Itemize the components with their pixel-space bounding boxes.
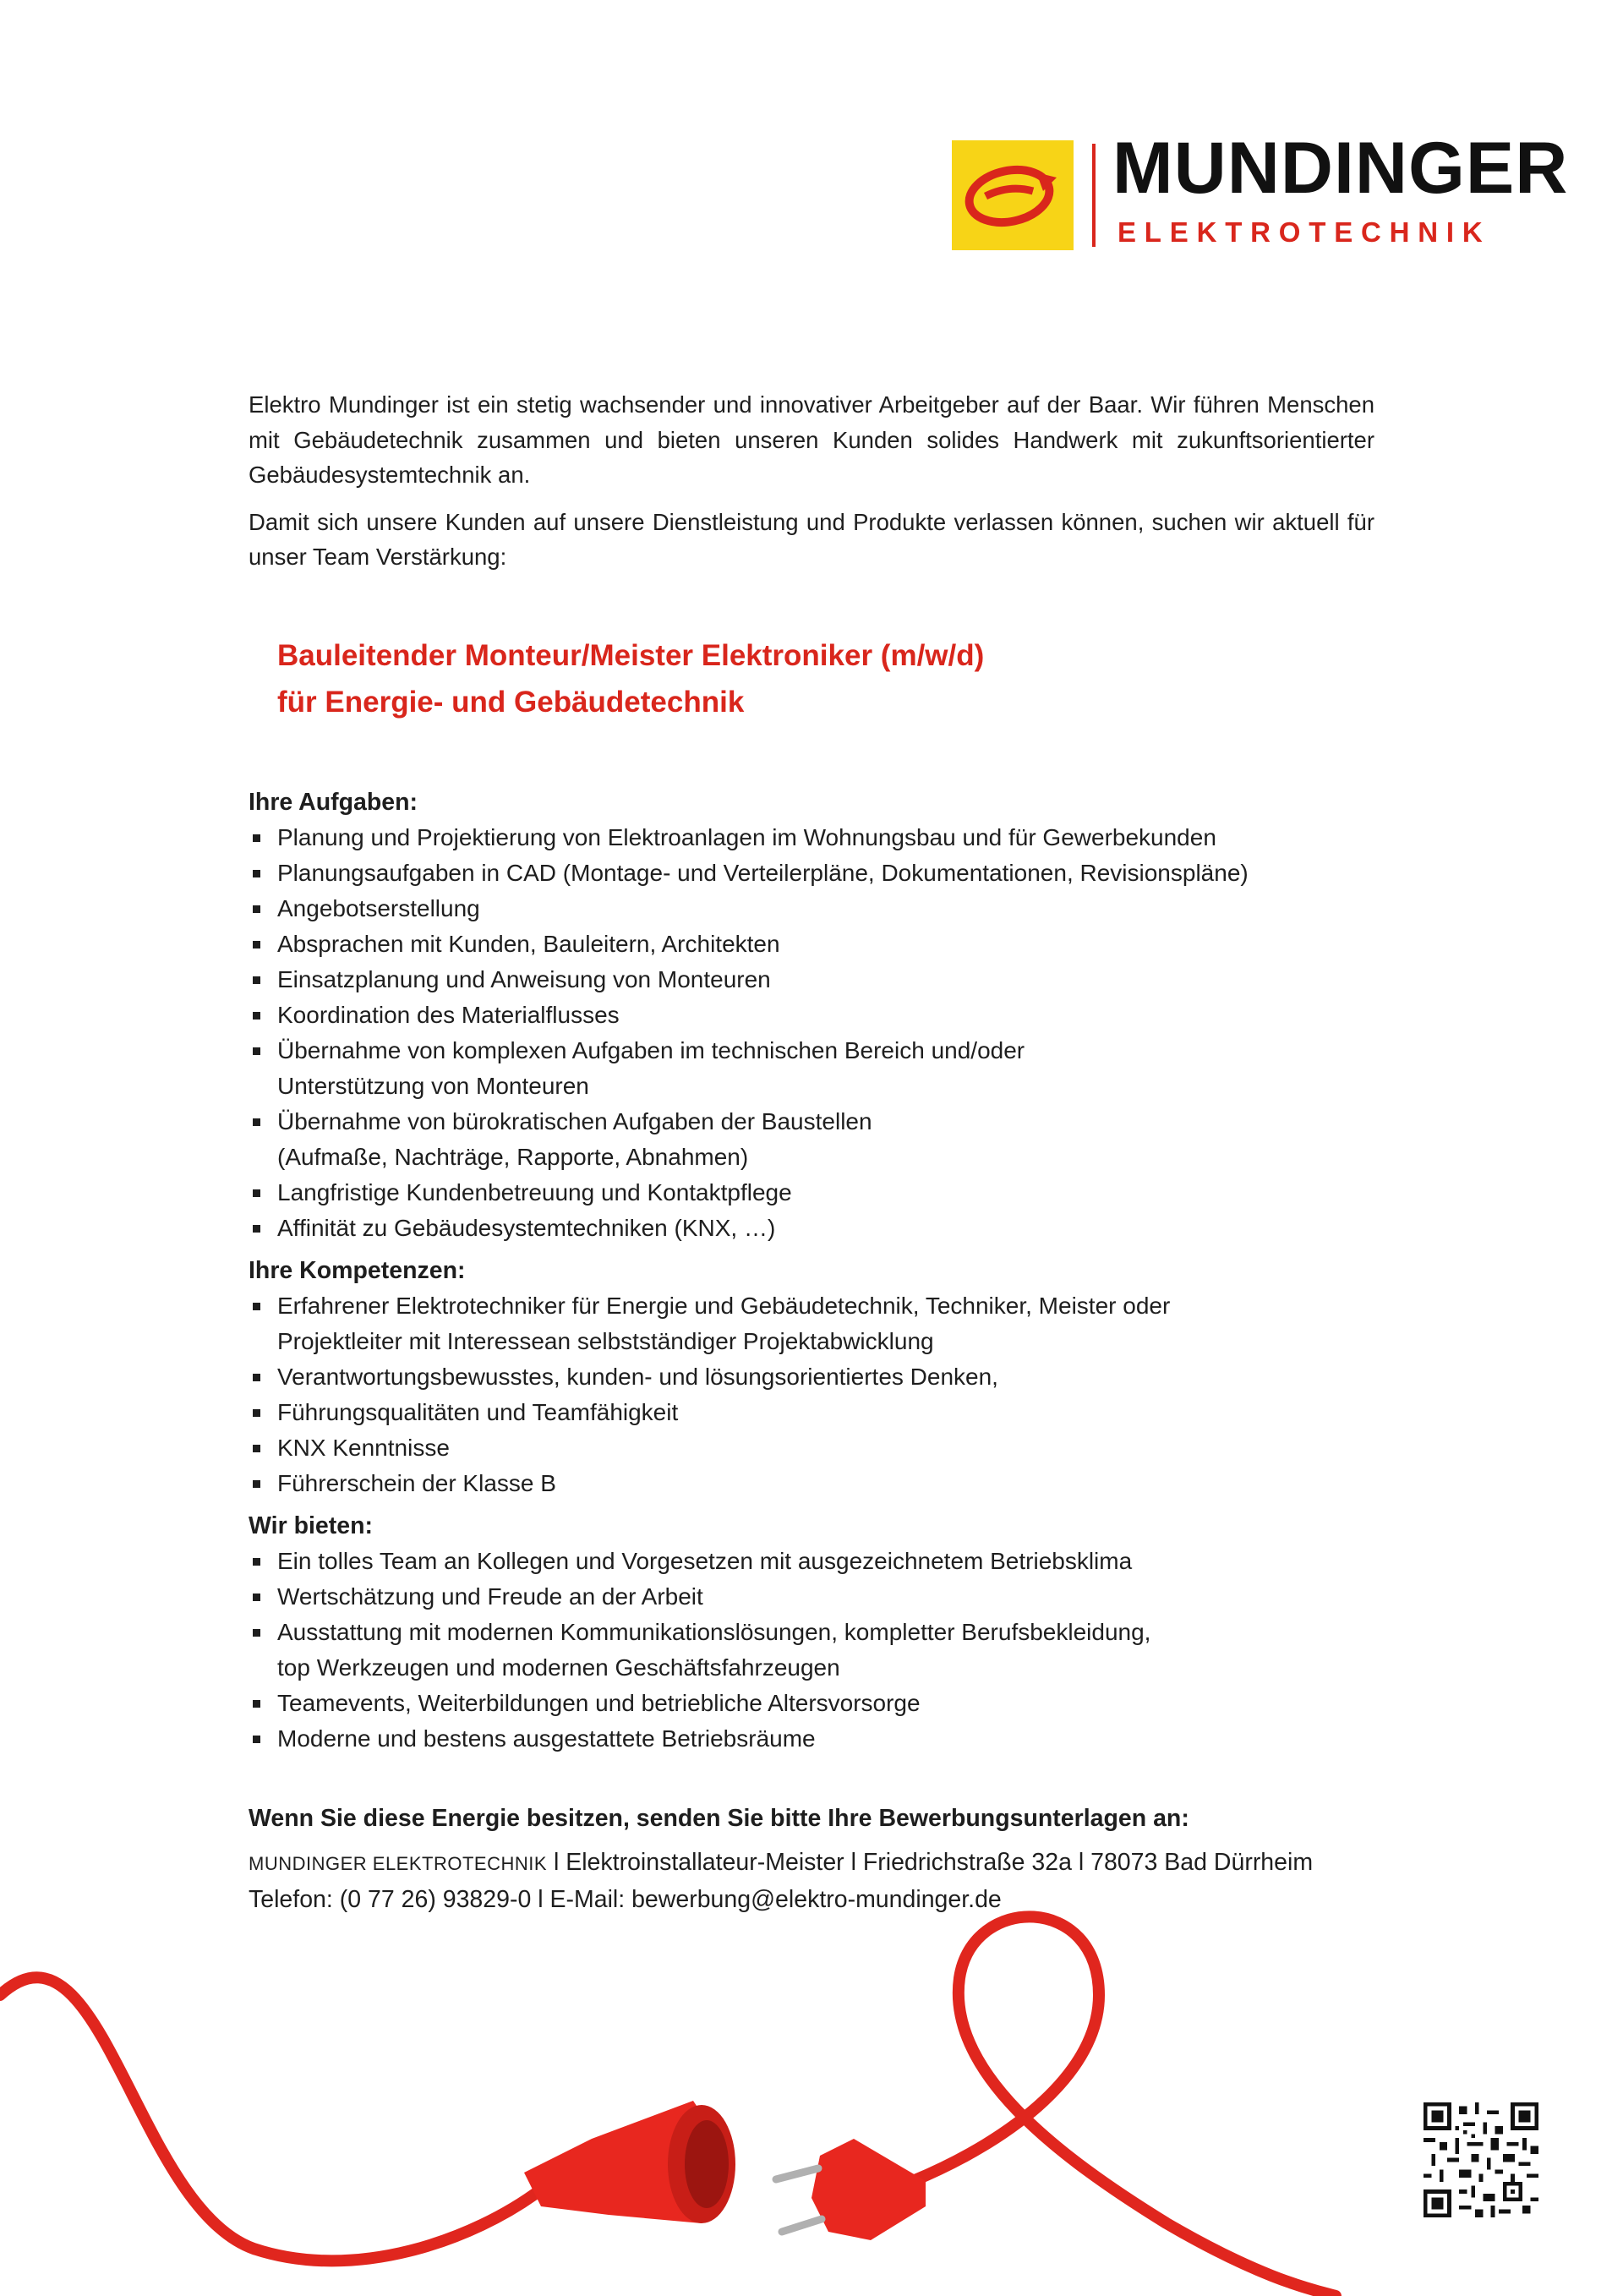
kompetenzen-heading: Ihre Kompetenzen: [249, 1256, 466, 1284]
list-item-text: Wertschätzung und Freude an der Arbeit [277, 1583, 703, 1610]
list-item [249, 1466, 1374, 1501]
list-item-text: top Werkzeugen und modernen Geschäftsfahrzeugen [277, 1654, 840, 1681]
bieten-heading: Wir bieten: [249, 1512, 373, 1539]
call-to-action: Wenn Sie diese Energie besitzen, senden Sie bitte Ihre Bewerbungsunterlagen an: [249, 1804, 1189, 1832]
contact-address-rest: l Elektroinstallateur-Meister l Friedrichstraße 32a l 78073 Bad Dürrheim [547, 1848, 1314, 1876]
list-item-text: Übernahme von komplexen Aufgaben im technischen Bereich und/oder [277, 1036, 1025, 1063]
list-item-text: Planungsaufgaben in CAD (Montage- und Verteilerpläne, Dokumentationen, Revisionspläne) [277, 859, 1249, 886]
list-item [249, 1579, 1374, 1615]
aufgaben-heading: Ihre Aufgaben: [249, 788, 418, 816]
list-item [249, 1615, 1374, 1686]
logo-separator [1092, 144, 1096, 247]
list-item [249, 1175, 1374, 1211]
list-item-text: Koordination des Materialflusses [277, 1001, 620, 1028]
job-title [277, 632, 1374, 725]
list-item [249, 1288, 1374, 1359]
list-item-text: Ausstattung mit modernen Kommunikationslösungen, kompletter Berufsbekleidung, [277, 1618, 1151, 1645]
aufgaben-list [249, 820, 1374, 1246]
list-item-text: Übernahme von bürokratischen Aufgaben der Baustellen [277, 1107, 872, 1134]
list-item-text: Erfahrener Elektrotechniker für Energie und Gebäudetechnik, Techniker, Meister oder [277, 1292, 1171, 1319]
kompetenzen-list [249, 1288, 1374, 1501]
list-item [249, 820, 1374, 856]
logo-name: MUNDINGER [1112, 128, 1569, 209]
list-item [249, 1430, 1374, 1466]
list-item [249, 1686, 1374, 1721]
list-item [249, 1544, 1374, 1579]
list-item-text: Führerschein der Klasse B [277, 1469, 556, 1496]
list-item [249, 1033, 1374, 1104]
extension-cable-illustration [0, 1885, 1623, 2296]
list-item-text: Einsatzplanung und Anweisung von Monteuren [277, 965, 771, 992]
list-item [249, 891, 1374, 927]
logo-emblem [952, 140, 1074, 250]
list-item [249, 1211, 1374, 1246]
cable-icon [0, 1916, 1336, 2296]
list-item [249, 1359, 1374, 1395]
list-item-text: Angebotserstellung [277, 894, 480, 921]
list-item-text: Affinität zu Gebäudesystemtechniken (KNX, …) [277, 1214, 776, 1241]
power-plug-icon [776, 2139, 926, 2240]
intro-paragraph-2: Damit sich unsere Kunden auf unsere Dienstleistung und Produkte verlassen können, suchen wir aktuell für unser Team Verstärkung: [249, 508, 1374, 570]
company-logo [952, 128, 1569, 250]
lightning-swoosh-icon [952, 140, 1074, 250]
socket-plug-icon [524, 2101, 735, 2223]
list-item-text: Absprachen mit Kunden, Bauleitern, Architekten [277, 930, 780, 957]
job-title-line-2: für Energie- und Gebäudetechnik [277, 685, 745, 719]
list-item-text: Führungsqualitäten und Teamfähigkeit [277, 1398, 679, 1425]
list-item-text: Planung und Projektierung von Elektroanlagen im Wohnungsbau und für Gewerbekunden [277, 823, 1216, 850]
contact-company: MUNDINGER ELEKTROTECHNIK [249, 1852, 548, 1874]
list-item [249, 1104, 1374, 1175]
list-item-text: Projektleiter mit Interessean selbstständiger Projektabwicklung [277, 1327, 934, 1354]
job-title-line-1: Bauleitender Monteur/Meister Elektroniker (m/w/d) [277, 638, 985, 672]
list-item-text: KNX Kenntnisse [277, 1434, 450, 1461]
qr-code-icon[interactable] [1424, 2102, 1538, 2217]
job-ad-content [249, 387, 1374, 1917]
contact-address [249, 1845, 1374, 1882]
list-item [249, 1395, 1374, 1430]
list-item [249, 998, 1374, 1033]
contact-phone-email[interactable]: Telefon: (0 77 26) 93829-0 l E-Mail: bewerbung@elektro-mundinger.de [249, 1885, 1002, 1913]
intro-paragraph-1: Elektro Mundinger ist ein stetig wachsender und innovativer Arbeitgeber auf der Baar. Wir führen Menschen mit Gebäudetechnik zusammen und bieten unseren Kunden solides Handwerk mit zukunftsorientierter Gebäudesystemtechnik an. [249, 391, 1374, 488]
logo-subtitle: ELEKTROTECHNIK [1118, 216, 1491, 248]
list-item-text: Moderne und bestens ausgestattete Betriebsräume [277, 1725, 816, 1752]
list-item [249, 1721, 1374, 1757]
list-item [249, 856, 1374, 891]
list-item-text: Ein tolles Team an Kollegen und Vorgesetzen mit ausgezeichnetem Betriebsklima [277, 1547, 1133, 1574]
list-item-text: (Aufmaße, Nachträge, Rapporte, Abnahmen) [277, 1143, 749, 1170]
bieten-list [249, 1544, 1374, 1757]
list-item-text: Verantwortungsbewusstes, kunden- und lösungsorientiertes Denken, [277, 1363, 998, 1390]
list-item [249, 927, 1374, 962]
list-item-text: Unterstützung von Monteuren [277, 1072, 589, 1099]
list-item-text: Teamevents, Weiterbildungen und betriebliche Altersvorsorge [277, 1689, 921, 1716]
list-item [249, 962, 1374, 998]
list-item-text: Langfristige Kundenbetreuung und Kontaktpflege [277, 1178, 792, 1205]
